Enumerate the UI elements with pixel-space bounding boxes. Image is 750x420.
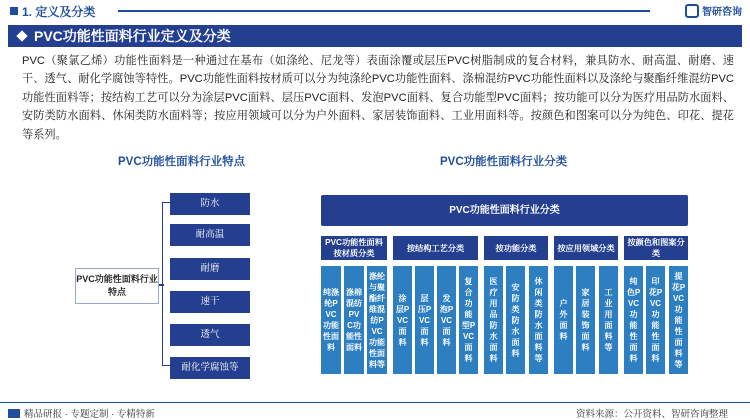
brand-name: 智研咨询 — [702, 7, 742, 18]
source-note: 资料来源：公开资料、智研咨询整理 — [575, 409, 728, 420]
header-divider — [118, 10, 650, 12]
category-leaf: 纯色PVC功能性面料 — [624, 266, 643, 374]
category-leaf: 复合功能型PVC面料 — [459, 266, 478, 374]
feature-item: 耐高温 — [170, 224, 250, 246]
category-leaf: 提花PVC功能性面料等 — [669, 266, 688, 374]
feature-item: 耐化学腐蚀等 — [170, 357, 250, 379]
footer-divider — [0, 402, 750, 403]
page-title — [8, 25, 742, 47]
brand-logo-icon — [685, 4, 699, 18]
category-leaf: 发泡PVC面料 — [437, 266, 456, 374]
category-leaf: 涤棉混纺PVC功能性面料 — [344, 266, 364, 374]
classification-root-box: PVC功能性面料行业分类 — [321, 195, 688, 226]
category-leaf: 涤纶与聚酯纤维混纺PVC功能性面料等 — [367, 266, 387, 374]
diamond-icon — [16, 30, 27, 41]
brand — [685, 3, 742, 18]
category-header: 按结构工艺分类 — [393, 236, 478, 260]
category-leaf: 安防类防水面料 — [506, 266, 525, 374]
top-bar — [0, 0, 750, 22]
feature-item: 防水 — [170, 193, 250, 215]
section-label-text: 1. 定义及分类 — [22, 5, 96, 19]
feature-item: 耐磨 — [170, 258, 250, 280]
features-root-label: PVC功能性面料行业特点 — [76, 274, 158, 297]
category-leaf: 工业用面料等 — [599, 266, 618, 374]
intro-paragraph: PVC（聚氯乙烯）功能性面料是一种通过在基布（如涤纶、尼龙等）表面涂覆或层压PVC树脂制成的复合材料，兼具防水、耐高温、耐磨、速干、透气、耐化学腐蚀等特性。PVC功能性面料按材质可以分为纯涤纶PVC功能性面料、涤棉混纺PVC功能性面料以及涤纶与聚酯纤维混纺PVC功能性面料等；按结构工艺可以分为涂层PVC面料、层压PVC面料、发泡PVC面料、复合功能型PVC面料；按功能可以分为医疗用品防水面料、安防类防水面料、休闲类防水面料等；按应用领域可以分为户外面料、家居装饰面料、工业用面料等。按颜色和图案可以分为纯色、印花、提花等系列。 — [22, 55, 734, 141]
category-leaf: 户外面料 — [554, 266, 573, 374]
category-header: PVC功能性面料按材质分类 — [321, 236, 387, 260]
page-title-text: PVC功能性面料行业定义及分类 — [34, 28, 231, 44]
category-leaf: 纯涤纶PVC功能性面料 — [321, 266, 341, 374]
section-label — [10, 3, 95, 20]
classification-title: PVC功能性面料行业分类 — [440, 156, 568, 168]
category-header: 按颜色和图案分类 — [624, 236, 688, 260]
category-leaf: 家居装饰面料 — [576, 266, 595, 374]
category-leaf: 医疗用品防水面料 — [484, 266, 503, 374]
category-header: 按应用领域分类 — [554, 236, 618, 260]
footer-tagline: 精品研报 · 专题定制 · 专精特新 — [24, 409, 155, 420]
category-leaf: 印花PVC功能性面料 — [646, 266, 665, 374]
category-leaf: 休闲类防水面料等 — [529, 266, 548, 374]
report-icon — [8, 409, 20, 418]
features-title: PVC功能性面料行业特点 — [118, 156, 246, 168]
footer-left — [8, 406, 155, 420]
section-square-icon — [10, 7, 18, 15]
features-root-box — [75, 268, 159, 304]
category-header: 按功能分类 — [484, 236, 548, 260]
feature-item: 透气 — [170, 324, 250, 346]
features-brace — [162, 202, 170, 366]
category-leaf: 层压PVC面料 — [415, 266, 434, 374]
category-leaf: 涂层PVC面料 — [393, 266, 412, 374]
feature-item: 速干 — [170, 291, 250, 313]
